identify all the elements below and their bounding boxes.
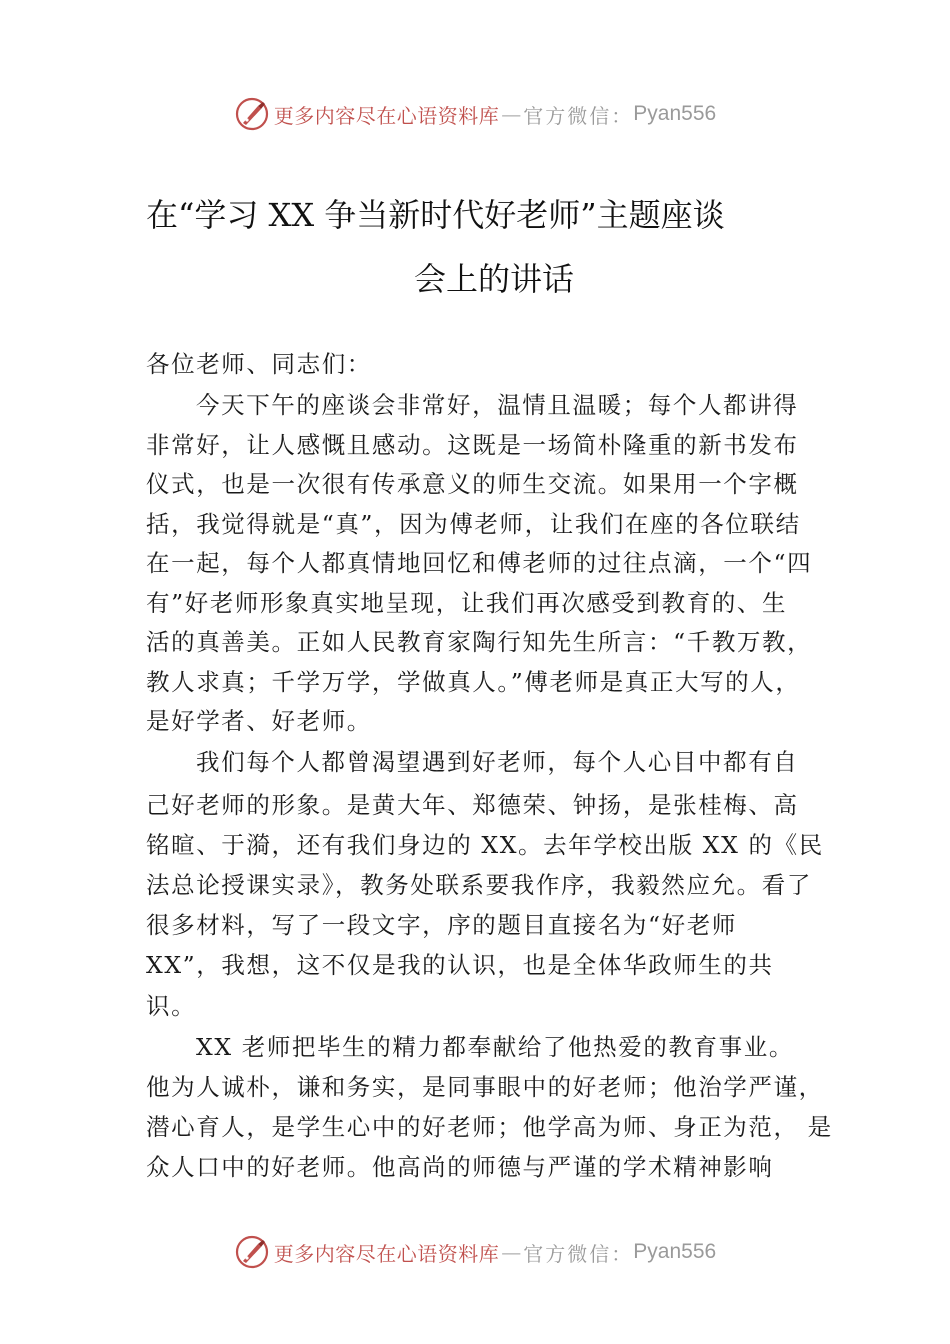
paragraph-line: 括，我觉得就是“真”，因为傅老师，让我们在座的各位联结 [146,510,801,538]
salutation: 各位老师、同志们： [146,350,372,378]
banner-main-text: 更多内容尽在心语资料库 [273,1241,500,1266]
banner-wechat-label: 官方微信： [523,103,634,128]
paragraph-line: 法总论授课实录》，教务处联系要我作序，我毅然应允。看了 [146,871,812,899]
pen-logo-icon [234,1234,270,1270]
banner-wechat-id: Pyan556 [633,1240,717,1263]
paragraph-line: 识。 [146,992,197,1020]
footer-banner [0,1232,950,1272]
paragraph-line: 己好老师的形象。是黄大年、郑德荣、钟扬，是张桂梅、高 [146,791,799,819]
paragraph-line: 今天下午的座谈会非常好，温情且温暖；每个人都讲得 [196,391,799,419]
paragraph-line: 有”好老师形象真实地呈现，让我们再次感受到教育的、生 [146,589,788,617]
document-title-line-2: 会上的讲话 [413,260,574,298]
paragraph-line: 教人求真；千学万学，学做真人。”傅老师是真正大写的人， [146,668,801,696]
banner-main-text: 更多内容尽在心语资料库 [273,103,500,128]
banner-separator: — [501,1240,522,1264]
paragraph-line: 我们每个人都曾渴望遇到好老师，每个人心目中都有自 [196,748,799,776]
paragraph-line: XX”，我想，这不仅是我的认识，也是全体华政师生的共 [146,951,774,979]
paragraph-line: 他为人诚朴，谦和务实，是同事眼中的好老师；他治学严谨， [146,1073,824,1101]
paragraph-line: 铭暄、于漪，还有我们身边的 XX。去年学校出版 XX 的《民 [146,831,824,859]
paragraph-line: 潜心育人，是学生心中的好老师；他学高为师、身正为范， 是 [146,1113,833,1141]
paragraph-line: 在一起，每个人都真情地回忆和傅老师的过往点滴，一个“四 [146,549,813,577]
paragraph-line: 活的真善美。正如人民教育家陶行知先生所言：“千教万教， [146,628,813,656]
banner-separator: — [501,102,522,126]
document-title-line-1: 在“学习 XX 争当新时代好老师”主题座谈 [146,196,725,234]
banner-wechat-id: Pyan556 [633,102,717,125]
paragraph-line: XX 老师把毕生的精力都奉献给了他热爱的教育事业。 [196,1033,794,1061]
pen-logo-icon [234,96,270,132]
header-banner [0,94,950,134]
paragraph-line: 非常好，让人感慨且感动。这既是一场简朴隆重的新书发布 [146,431,799,459]
paragraph-line: 仪式，也是一次很有传承意义的师生交流。如果用一个字概 [146,470,799,498]
paragraph-line: 众人口中的好老师。他高尚的师德与严谨的学术精神影响 [146,1153,774,1181]
paragraph-line: 是好学者、好老师。 [146,707,372,735]
banner-wechat-label: 官方微信： [523,1241,634,1266]
paragraph-line: 很多材料，写了一段文字，序的题目直接名为“好老师 [146,911,737,939]
